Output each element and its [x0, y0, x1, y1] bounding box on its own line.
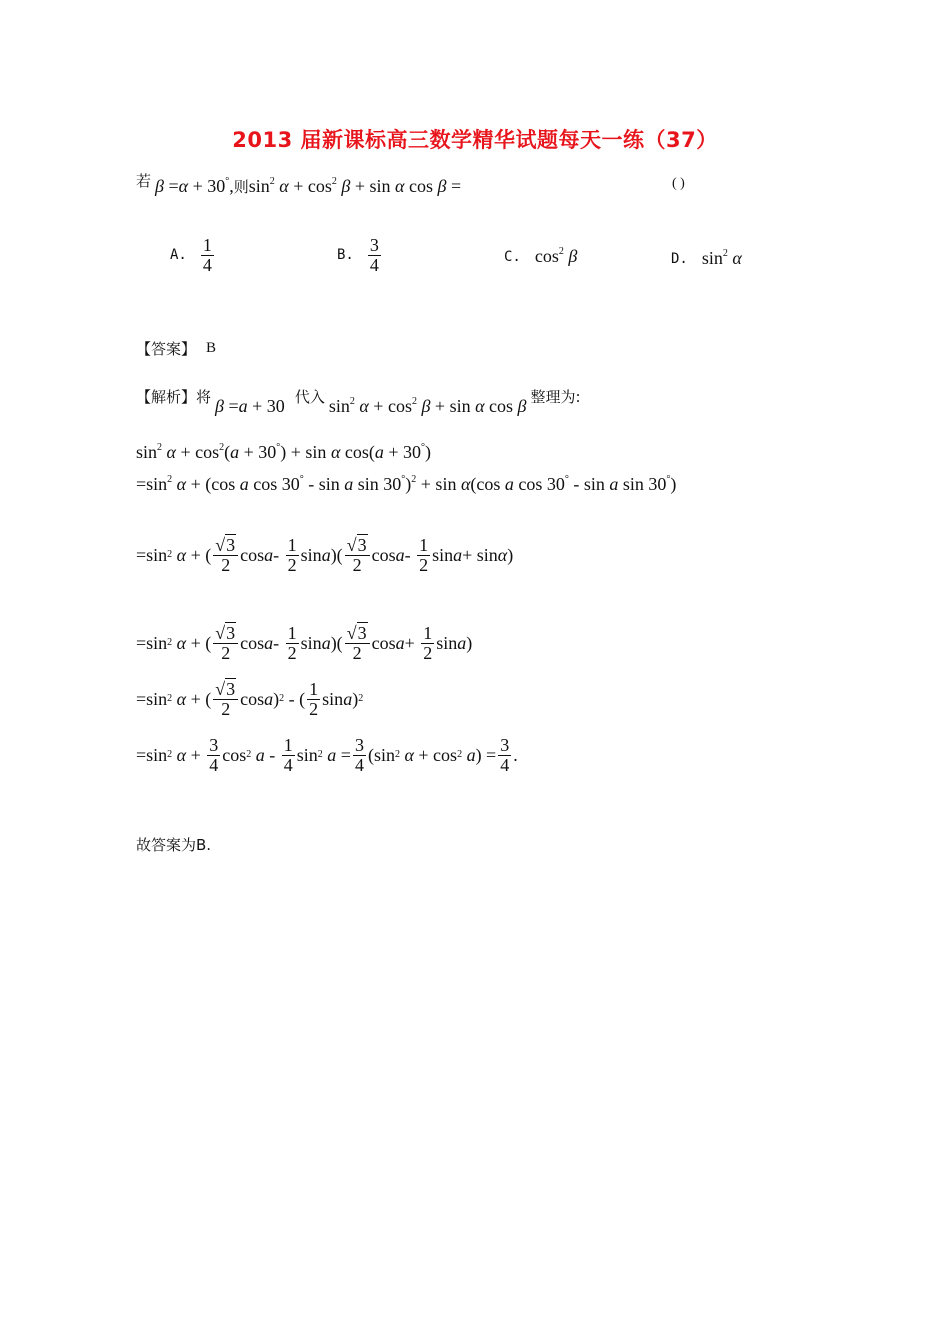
option-d-exp: 2: [722, 248, 728, 259]
question-line: [136, 172, 462, 197]
option-d-expr: [702, 248, 742, 269]
conclusion: 故答案为B.: [136, 836, 212, 854]
option-b-letter: B.: [337, 247, 354, 264]
analysis-word1: 将: [196, 388, 212, 406]
option-c-letter: C.: [504, 248, 521, 265]
answer-label: 【答案】: [136, 340, 197, 358]
question-formula: β =α + 30°,则$\sin^2 \alpha + \cos^2 \beta + \sin \alpha$ cos β =: [155, 176, 462, 196]
option-c-exp: 2: [558, 246, 564, 257]
analysis-word3: 整理为:: [530, 388, 581, 406]
page-title: 2013 届新课标高三数学精华试题每天一练（37）: [232, 128, 718, 152]
derivation-step-3: =sin 2 α + ( $\frac{√3}{2}$ cos a - $\frac{1}{2}$ sin a )( $\frac{√3}{2}$ cos a - $\frac{1}{2}$ sin a + sin α ): [136, 535, 514, 575]
option-c-var: β: [568, 246, 578, 266]
analysis-sub-formula: β =a + 30: [215, 396, 285, 416]
option-c: [504, 246, 577, 267]
derivation-step-2: $=\sin^2$ α + (cos a cos 30° - sin a sin 30°)$^2$ + sin α(cos a cos 30° - sin a sin 30°): [136, 474, 677, 494]
option-d-letter: D.: [671, 250, 688, 267]
analysis-word2: 代入: [294, 388, 325, 406]
option-b-num: 3: [369, 235, 379, 255]
option-d: [671, 248, 742, 269]
analysis-expr: $\sin^2 \alpha + \cos^2 \beta + \sin \alpha$ cos β: [328, 396, 527, 416]
option-b: [337, 236, 383, 275]
option-b-den: 4: [369, 254, 379, 275]
option-a-fraction: [201, 236, 214, 275]
question-then: 则: [233, 178, 249, 196]
analysis-label: 【解析】: [136, 388, 197, 406]
derivation-step-6: =sin 2 α + $\frac{3}{4}$ cos 2 a - $\frac{1}{4}$ sin 2 a = $\frac{3}{4}$ (sin 2 α + cos 2 a ) = $\frac{3}{4}$ .: [136, 735, 518, 775]
option-c-func: cos: [534, 246, 559, 266]
answer-value: B: [206, 340, 217, 356]
option-d-func: sin: [701, 248, 723, 268]
derivation-step-5: =sin 2 α + ( $\frac{√3}{2}$ cos a ) 2 - ( $\frac{1}{2}$ sin a ) 2: [136, 679, 364, 719]
option-a-den: 4: [202, 254, 212, 275]
option-d-var: α: [732, 248, 742, 268]
question-prefix: 若: [136, 172, 152, 190]
derivation-step-4: =sin 2 α + ( $\frac{√3}{2}$ cos a - $\frac{1}{2}$ sin a )( $\frac{√3}{2}$ cos a + $\frac{1}{2}$ sin a ): [136, 623, 473, 663]
answer-blank: ( ): [672, 176, 685, 191]
option-a-num: 1: [202, 235, 212, 255]
option-c-expr: [535, 246, 577, 267]
analysis-line: [136, 376, 581, 417]
answer-line: [136, 338, 216, 359]
option-a-letter: A.: [170, 247, 187, 264]
option-b-fraction: [368, 236, 381, 275]
derivation-step-1: $\sin^2 \alpha + \cos^2(a + 30^\circ) + \sin \alpha$ cos(a + 30°): [136, 442, 432, 462]
option-a: [170, 236, 216, 275]
